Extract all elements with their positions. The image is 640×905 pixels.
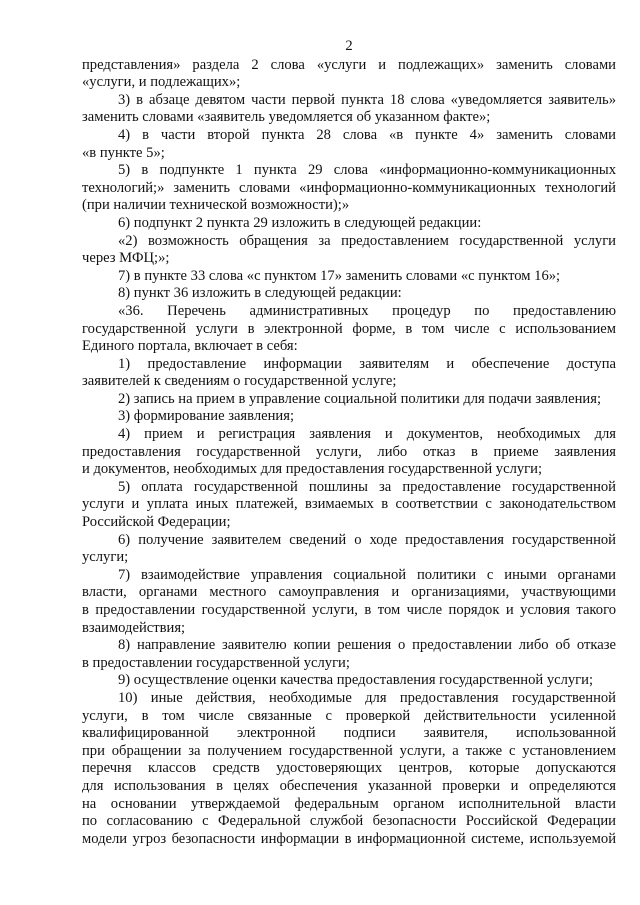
document-body	[82, 57, 616, 849]
text-line: 7) в пункте 33 слова «с пунктом 17» заменить словами «с пунктом 16»;	[118, 267, 561, 284]
text-line: 1) предоставление информации заявителям и обеспечение доступа	[118, 355, 616, 372]
text-line: 6) получение заявителем сведений о ходе предоставления государственной	[118, 531, 616, 548]
text-line: при обращении за получением государственной услуги, а также с установлением	[82, 742, 616, 759]
text-line: модели угроз безопасности информации в информационной системе, используемой	[82, 830, 616, 847]
text-line: и документов, необходимых для предоставления государственной услуги;	[82, 461, 543, 478]
text-line: «в пункте 5»;	[82, 144, 165, 161]
text-line: 10) иные действия, необходимые для предоставления государственной	[118, 689, 616, 706]
text-line: 8) пункт 36 изложить в следующей редакции:	[118, 285, 402, 302]
text-line: 3) в абзаце девятом части первой пункта 18 слова «уведомляется заявитель»	[118, 91, 616, 108]
text-line: 4) в части второй пункта 28 слова «в пункте 4» заменить словами	[118, 126, 616, 143]
text-line: 5) оплата государственной пошлины за предоставление государственной	[118, 478, 616, 495]
text-line: 3) формирование заявления;	[118, 408, 294, 425]
text-line: заменить словами «заявитель уведомляется об указанном факте»;	[82, 109, 491, 126]
text-line: по согласованию с Федеральной службой безопасности Российской Федерации	[82, 813, 616, 830]
text-line: в предоставлении государственной услуги, в том числе порядок и условия такого	[82, 602, 616, 618]
text-line: Единого портала, включает в себя:	[82, 338, 298, 355]
text-line: «36. Перечень административных процедур по предоставлению	[118, 302, 616, 319]
text-line: Российской Федерации;	[82, 514, 231, 531]
text-line: технологий;» заменить словами «информационно-коммуникационных технологий	[82, 179, 616, 196]
text-line: 6) подпункт 2 пункта 29 изложить в следующей редакции:	[118, 214, 482, 231]
text-line: 2) запись на прием в управление социальной политики для подачи заявления;	[118, 390, 602, 407]
text-line: 7) взаимодействие управления социальной политики с иными органами	[118, 566, 616, 583]
text-line: услуги, в том числе связанные с проверкой действительности усиленной	[82, 707, 616, 724]
text-line: 4) прием и регистрация заявления и документов, необходимых для	[118, 426, 616, 443]
text-line: государственной услуги в электронной форме, в том числе с использованием	[82, 320, 616, 337]
text-line: «2) возможность обращения за предоставлением государственной услуги	[118, 232, 616, 249]
text-line: взаимодействия;	[82, 619, 186, 636]
document-page	[82, 38, 616, 848]
text-line: для использования в целях обеспечения указанной проверки и определяются	[82, 777, 616, 794]
text-line: услуги;	[82, 549, 129, 566]
text-line: (при наличии технической возможности);»	[82, 197, 350, 214]
text-line: 8) направление заявителю копии решения о предоставлении либо об отказе	[118, 637, 616, 654]
text-line: перечня классов средств удостоверяющих центров, которые допускаются	[82, 760, 616, 777]
text-line: 5) в подпункте 1 пункта 29 слова «информационно-коммуникационных	[118, 162, 616, 179]
text-line: представления» раздела 2 слова «услуги и подлежащих» заменить словами	[82, 56, 616, 73]
text-line: через МФЦ;»;	[82, 250, 170, 267]
text-line: квалифицированной электронной подписи заявителя, использованной	[82, 725, 616, 742]
text-line: заявителей к сведениям о государственной услуге;	[82, 373, 397, 390]
text-line: власти, органами местного самоуправления и организациями, участвующими	[82, 584, 616, 601]
page-number: 2	[345, 38, 353, 54]
text-line: «услуги, и подлежащих»;	[82, 74, 241, 91]
text-line: в предоставлении государственной услуги;	[82, 654, 350, 671]
text-line: на основании утверждаемой федеральным органом исполнительной власти	[82, 795, 616, 812]
text-line: услуги и уплата иных платежей, взимаемых в соответствии с законодательством	[82, 496, 616, 513]
text-line: предоставления государственной услуги, либо отказ в приеме заявления	[82, 443, 616, 460]
text-line: 9) осуществление оценки качества предоставления государственной услуги;	[118, 672, 594, 689]
